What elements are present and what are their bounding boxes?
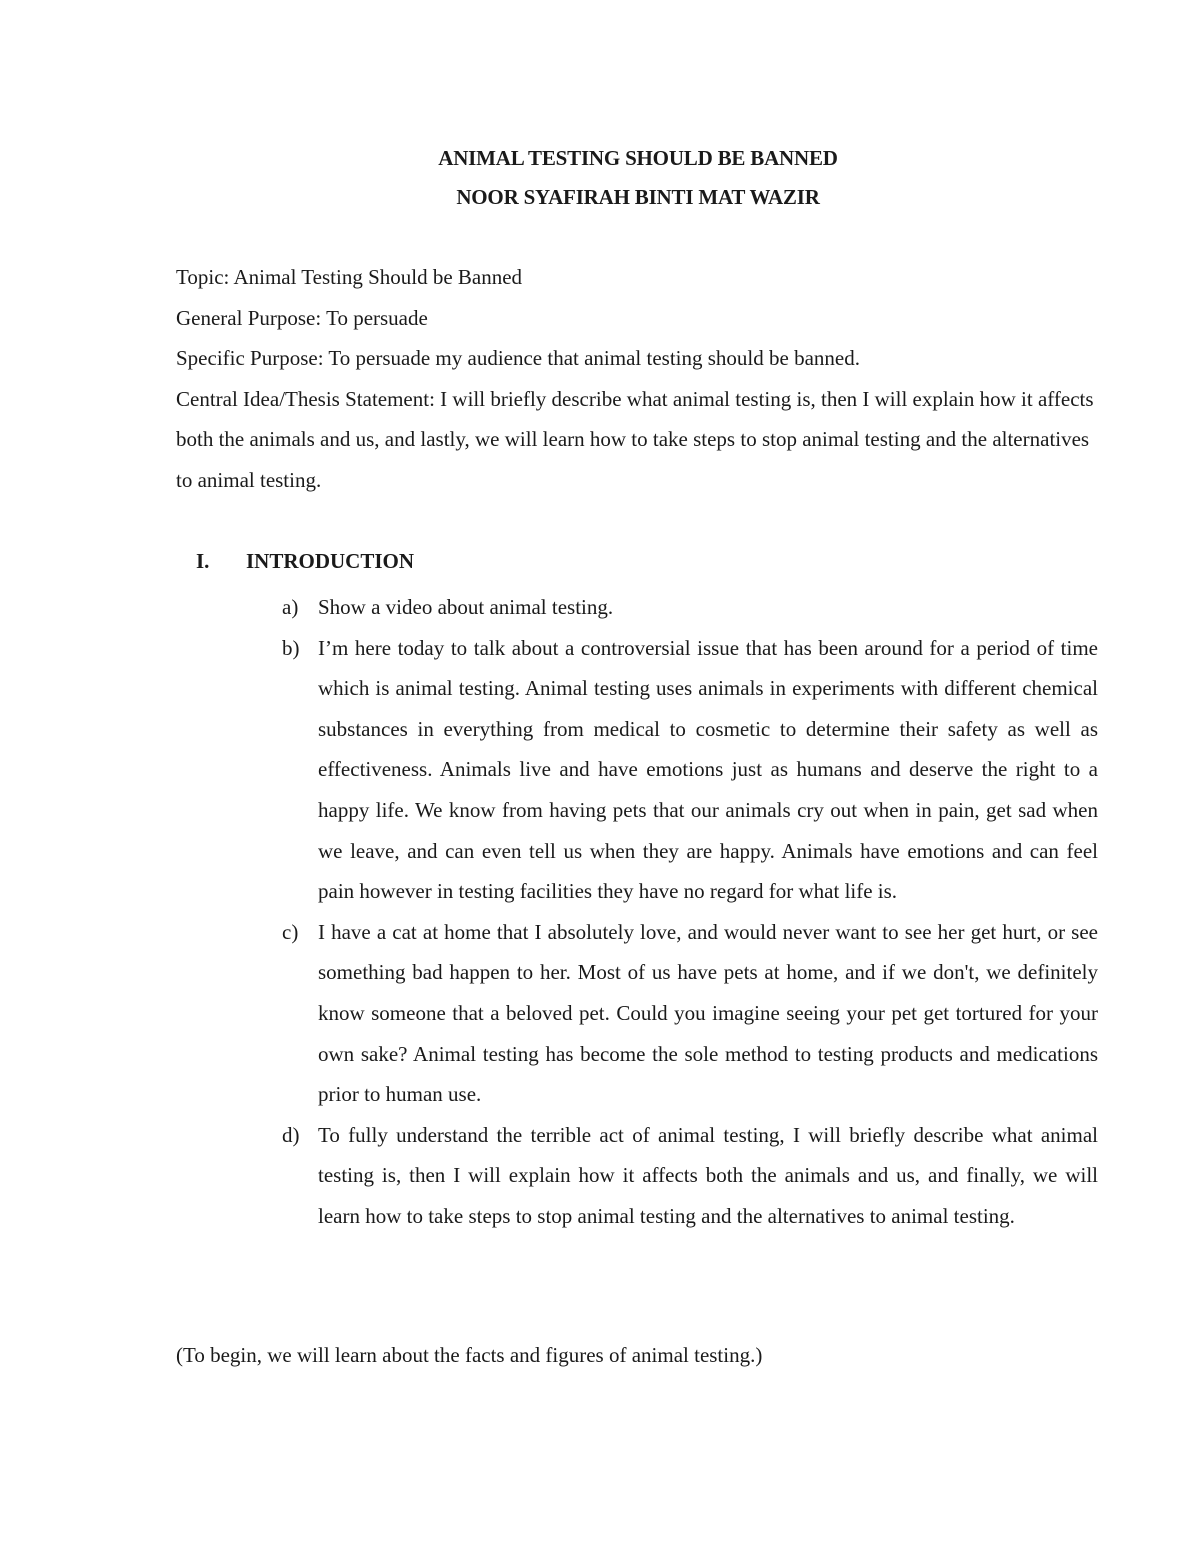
- list-marker: b): [282, 635, 300, 660]
- section-number: I.: [196, 549, 210, 573]
- list-marker: a): [282, 595, 299, 619]
- list-marker: d): [282, 1122, 300, 1147]
- specific-purpose-line: Specific Purpose: To persuade my audience that animal testing should be banned.: [176, 346, 860, 371]
- transition-statement: (To begin, we will learn about the facts and figures of animal testing.): [176, 1343, 763, 1367]
- general-purpose-line: General Purpose: To persuade: [176, 305, 428, 330]
- speech-details: [176, 257, 1106, 501]
- list-marker: c): [282, 919, 299, 944]
- list-item: [282, 587, 1098, 628]
- list-item: [282, 912, 1098, 1115]
- document-author: NOOR SYAFIRAH BINTI MAT WAZIR: [456, 185, 820, 209]
- list-item-text: Show a video about animal testing.: [318, 595, 614, 619]
- central-idea-line: Central Idea/Thesis Statement: I will briefly describe what animal testing is, then I will explain how it affects both the animals and us, and lastly, we will learn how to take steps to stop animal testing and the alternatives to animal testing.: [176, 386, 1094, 492]
- section-title: INTRODUCTION: [246, 549, 415, 573]
- list-item-text: To fully understand the terrible act of animal testing, I will briefly describe what animal testing is, then I will explain how it affects both the animals and us, and finally, we will learn how to take steps to stop animal testing and the alternatives to animal testing.: [318, 1122, 1098, 1228]
- introduction-list: [282, 587, 1098, 1237]
- document-title: ANIMAL TESTING SHOULD BE BANNED: [438, 146, 838, 170]
- list-item-text: I’m here today to talk about a controversial issue that has been around for a period of time which is animal testing. Animal testing uses animals in experiments with different chemical substances in everything from medical to cosmetic to determine their safety as well as effectiveness. Animals live and have emotions just as humans and deserve the right to a happy life. We know from having pets that our animals cry out when in pain, get sad when we leave, and can even tell us when they are happy. Animals have emotions and can feel pain however in testing facilities they have no regard for what life is.: [318, 635, 1098, 904]
- section-heading: [196, 546, 414, 576]
- list-item: [282, 628, 1098, 912]
- topic-line: Topic: Animal Testing Should be Banned: [176, 265, 523, 289]
- list-item: [282, 1115, 1098, 1237]
- list-item-text: I have a cat at home that I absolutely love, and would never want to see her get hurt, or see something bad happen to her. Most of us have pets at home, and if we don't, we definitely know someone that a beloved pet. Could you imagine seeing your pet get tortured for your own sake? Animal testing has become the sole method to testing products and medications prior to human use.: [318, 919, 1098, 1107]
